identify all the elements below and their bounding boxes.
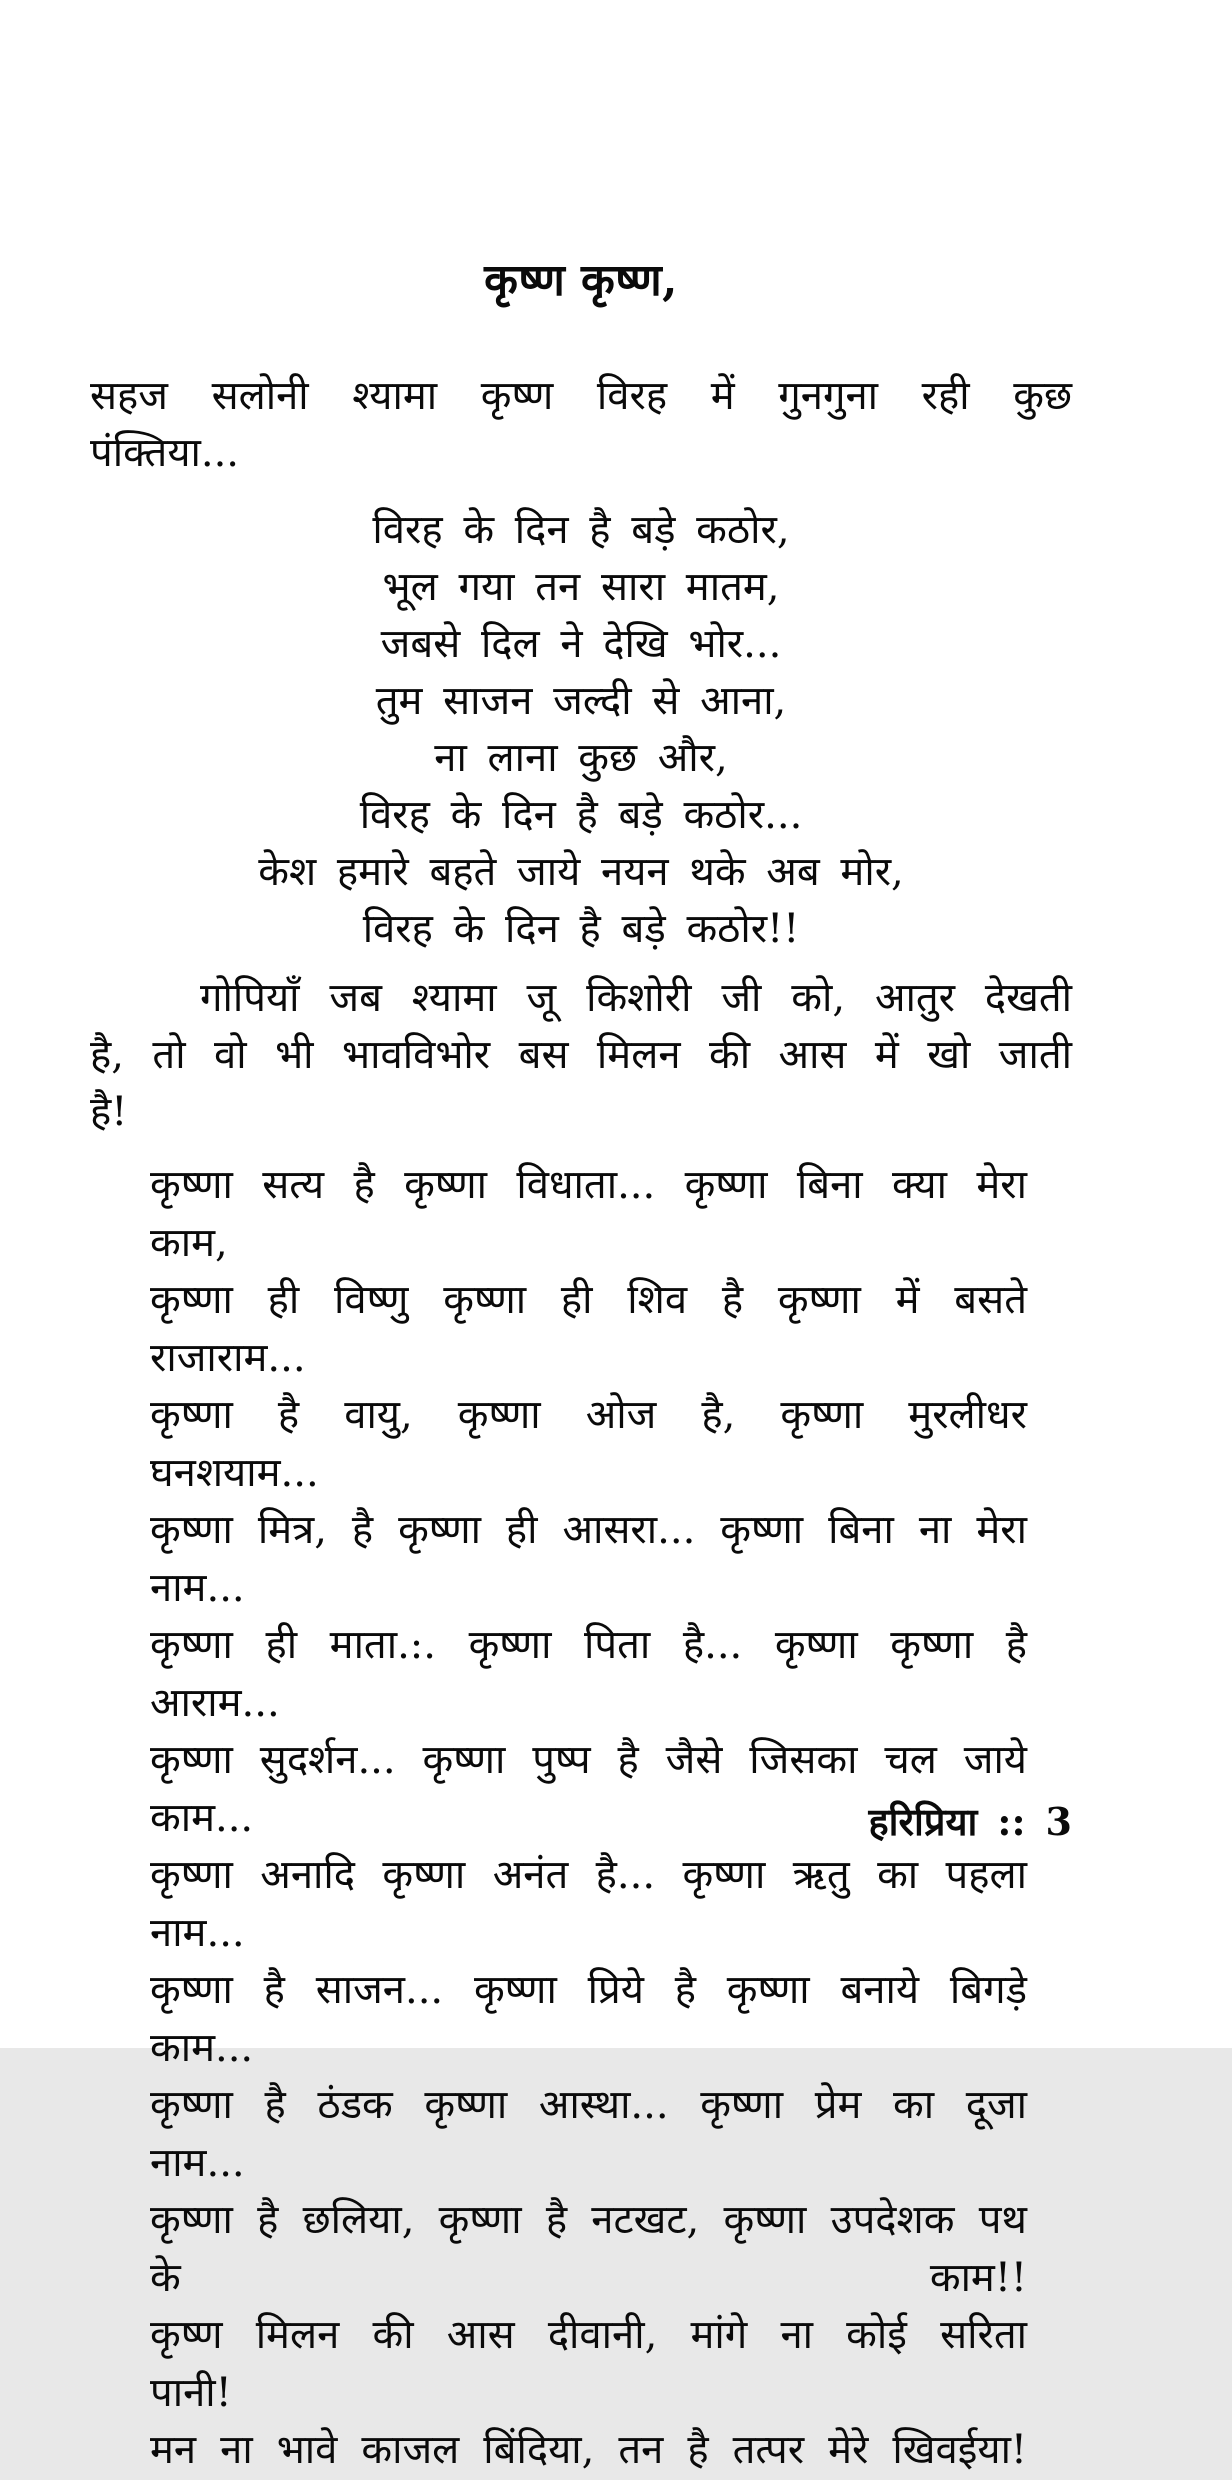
intro-paragraph: सहज सलोनी श्यामा कृष्ण विरह में गुनगुना रही कुछ पंक्तिया... [90, 373, 1072, 476]
verse-line: कृष्ण मिलन की आस दीवानी, मांगे ना कोई सरिता पानी! [150, 2312, 1027, 2416]
poem-line: जबसे दिल ने देखि भोर... [380, 621, 782, 667]
verse-line: कृष्णा सुदर्शन... कृष्णा पुष्प है जैसे जिसका चल जाये काम... [150, 1737, 1027, 1841]
poem-stanza [90, 502, 1072, 958]
verse-line: मन ना भावे काजल बिंदिया, तन है तत्पर मेरे खिवईया! [150, 2427, 1027, 2473]
poem-line: विरह के दिन है बड़े कठोर... [359, 792, 803, 838]
poem-line: तुम साजन जल्दी से आना, [375, 678, 787, 724]
page-number-footer: हरिप्रिया :: 3 [868, 1799, 1072, 1844]
verse-line: कृष्णा अनादि कृष्णा अनंत है... कृष्णा ऋतु का पहला नाम... [150, 1852, 1027, 1956]
verse-line: कृष्णा है छलिया, कृष्णा है नटखट, कृष्णा उपदेशक पथ के काम!! [150, 2197, 1027, 2301]
poem-line: विरह के दिन है बड़े कठोर, [372, 507, 790, 553]
page-title: कृष्ण कृष्ण, [484, 255, 678, 306]
poem-line: केश हमारे बहते जाये नयन थके अब मोर, [258, 849, 904, 895]
verse-line: कृष्णा है साजन... कृष्णा प्रिये है कृष्णा बनाये बिगड़े काम... [150, 1967, 1027, 2071]
poem-line: भूल गया तन सारा मातम, [382, 564, 780, 610]
verse-line: कृष्णा है ठंडक कृष्णा आस्था... कृष्णा प्रेम का दूजा नाम... [150, 2082, 1027, 2186]
verse-line: कृष्णा ही विष्णु कृष्णा ही शिव है कृष्णा में बसते राजाराम... [150, 1277, 1027, 1381]
verse-line: कृष्णा ही माता.:. कृष्णा पिता है... कृष्णा कृष्णा है आराम... [150, 1622, 1027, 1726]
narration-paragraph: गोपियाँ जब श्यामा जू किशोरी जी को, आतुर देखती है, तो वो भी भावविभोर बस मिलन की आस में खो जाती है! [90, 975, 1072, 1135]
verse-line: कृष्णा मित्र, है कृष्णा ही आसरा... कृष्णा बिना ना मेरा नाम... [150, 1507, 1027, 1611]
poem-line: ना लाना कुछ और, [434, 735, 728, 781]
poem-line: विरह के दिन है बड़े कठोर!! [362, 906, 800, 952]
verse-line: कृष्णा है वायु, कृष्णा ओज है, कृष्णा मुरलीधर घनशयाम... [150, 1392, 1027, 1496]
verse-line: कृष्णा सत्य है कृष्णा विधाता... कृष्णा बिना क्या मेरा काम, [150, 1162, 1027, 1266]
